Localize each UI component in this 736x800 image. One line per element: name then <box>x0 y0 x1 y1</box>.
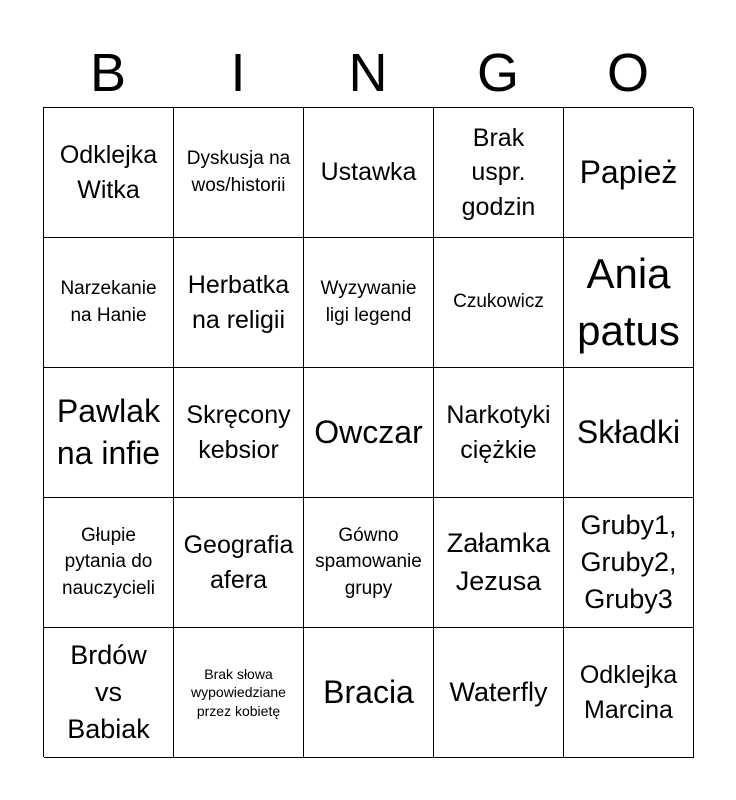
header-letter-b: B <box>89 43 127 103</box>
bingo-cell-r4-c1[interactable] <box>44 498 174 628</box>
bingo-cell-r1-c2[interactable] <box>174 108 304 238</box>
bingo-cell-r1-c1[interactable] <box>44 108 174 238</box>
cell-text: Gruby1, Gruby2, Gruby3 <box>580 509 677 615</box>
cell-text: Narzekanie na Hanie <box>60 278 157 326</box>
bingo-cell-r4-c3[interactable] <box>304 498 434 628</box>
cell-text: Waterfly <box>449 676 548 707</box>
bingo-cell-r3-c2[interactable] <box>174 368 304 498</box>
bingo-cell-r1-c4[interactable] <box>434 108 564 238</box>
cell-text: Skręcony kebsior <box>186 401 291 464</box>
cell-text: Herbatka na religii <box>187 271 290 334</box>
cell-text: Ania patus <box>577 250 680 354</box>
bingo-cell-r2-c2[interactable] <box>174 238 304 368</box>
cell-text: Wyzywanie ligi legend <box>320 278 417 326</box>
bingo-cell-r4-c4[interactable] <box>434 498 564 628</box>
bingo-cell-r2-c3[interactable] <box>304 238 434 368</box>
bingo-cell-r5-c1[interactable] <box>44 628 174 758</box>
bingo-cell-r5-c4[interactable] <box>434 628 564 758</box>
header-letter-i: I <box>230 43 246 103</box>
bingo-cell-r3-c5[interactable] <box>564 368 694 498</box>
header-letter-g: G <box>476 43 519 103</box>
bingo-cell-r3-c4[interactable] <box>434 368 564 498</box>
bingo-cell-r2-c1[interactable] <box>44 238 174 368</box>
bingo-cell-r5-c3[interactable] <box>304 628 434 758</box>
cell-text: Czukowicz <box>453 291 544 313</box>
cell-text: Papież <box>579 153 678 190</box>
cell-text: Geografia afera <box>183 531 294 594</box>
cell-text: Załamka Jezusa <box>446 528 551 596</box>
bingo-board <box>43 107 693 757</box>
cell-text: Brak uspr. godzin <box>461 123 536 221</box>
cell-text: Brak słowa wypowiedziane przez kobietę <box>191 666 286 719</box>
cell-text: Owczar <box>314 413 423 450</box>
bingo-cell-r3-c1[interactable] <box>44 368 174 498</box>
bingo-cell-r2-c5[interactable] <box>564 238 694 368</box>
cell-text: Narkotyki ciężkie <box>446 401 551 464</box>
bingo-cell-r3-c3[interactable] <box>304 368 434 498</box>
cell-text: Składki <box>576 413 681 450</box>
cell-text: Ustawka <box>320 158 417 187</box>
bingo-cell-r4-c2[interactable] <box>174 498 304 628</box>
cell-text: Odklejka Marcina <box>579 661 678 724</box>
bingo-cell-r2-c4[interactable] <box>434 238 564 368</box>
bingo-cell-r1-c5[interactable] <box>564 108 694 238</box>
bingo-cell-r5-c5[interactable] <box>564 628 694 758</box>
header-letter-n: N <box>348 43 388 103</box>
cell-text: Bracia <box>323 673 414 710</box>
cell-text: Odklejka Witka <box>59 141 158 204</box>
bingo-cell-r5-c2[interactable] <box>174 628 304 758</box>
cell-text: Brdów vs Babiak <box>67 639 150 745</box>
bingo-cell-r4-c5[interactable] <box>564 498 694 628</box>
cell-text: Głupie pytania do nauczycieli <box>62 525 155 599</box>
header-letter-o: O <box>606 43 649 103</box>
bingo-cell-r1-c3[interactable] <box>304 108 434 238</box>
bingo-header <box>43 40 693 106</box>
cell-text: Pawlak na infie <box>56 392 161 471</box>
cell-text: Gówno spamowanie grupy <box>315 525 422 599</box>
cell-text: Dyskusja na wos/historii <box>186 148 291 196</box>
